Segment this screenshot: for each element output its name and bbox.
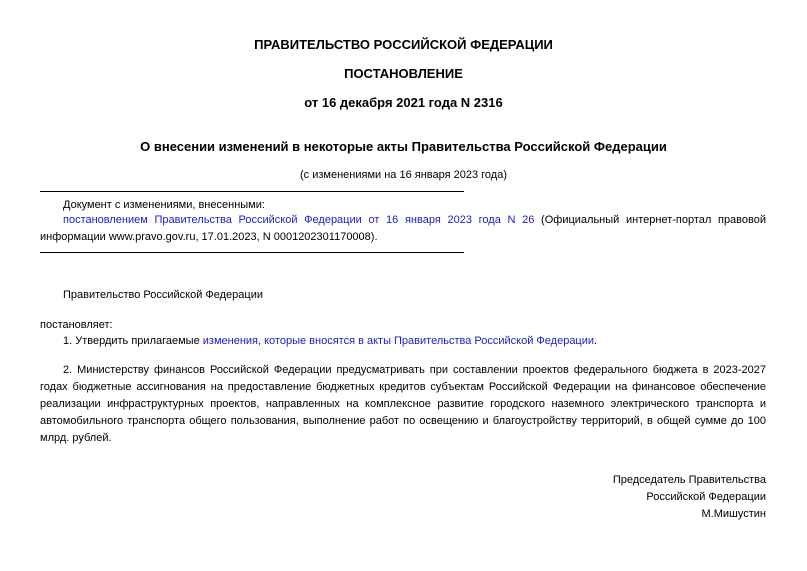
document-type: ПОСТАНОВЛЕНИЕ <box>344 66 463 81</box>
item-2: 2. Министерству финансов Российской Федерации предусматривать при составлении проектов федерального бюджета в 2023-2027 годах бюджетные ассигнования на предоставление бюджетных кредитов субъектам Российской Федерации на финансовое обеспечение реализации инфраструктурных проектов, направленных на комплексное развитие городского наземного электрического транспорта и автомобильного транспорта общего пользования, выполнение работ по освещению и благоустройству территорий, в общей сумме до 100 млрд. рублей. <box>40 364 766 444</box>
government-heading: ПРАВИТЕЛЬСТВО РОССИЙСКОЙ ФЕДЕРАЦИИ <box>254 37 553 52</box>
item-1-prefix: 1. Утвердить прилагаемые <box>63 335 203 347</box>
item-1 <box>63 333 597 350</box>
signature-name: М.Мишустин <box>701 508 766 520</box>
amendment-note: (с изменениями на 16 января 2023 года) <box>299 169 507 181</box>
top-divider <box>40 191 464 192</box>
bottom-divider <box>40 252 464 253</box>
date-number: от 16 декабря 2021 года N 2316 <box>304 95 503 110</box>
item-1-suffix: . <box>594 335 598 347</box>
issuer: Правительство Российской Федерации <box>63 289 263 301</box>
changes-annex-link[interactable]: изменения, которые вносятся в акты Правительства Российской Федерации <box>202 335 595 347</box>
amending-decree-link[interactable]: постановлением Правительства Российской Федерации от 16 января 2023 года N 26 <box>63 214 535 226</box>
changes-intro: Документ с изменениями, внесенными: <box>63 199 265 211</box>
changes-reference <box>40 212 766 246</box>
changes-source: (Официальный интернет-портал правовой информации www.pravo.gov.ru, 17.01.2023, N 0001202301170008). <box>40 214 766 243</box>
document-title: О внесении изменений в некоторые акты Правительства Российской Федерации <box>140 139 667 154</box>
signature-block <box>613 472 766 523</box>
signature-position: Председатель Правительства <box>612 474 766 486</box>
decrees-word: постановляет: <box>40 319 113 331</box>
signature-position-2: Российской Федерации <box>646 491 766 503</box>
